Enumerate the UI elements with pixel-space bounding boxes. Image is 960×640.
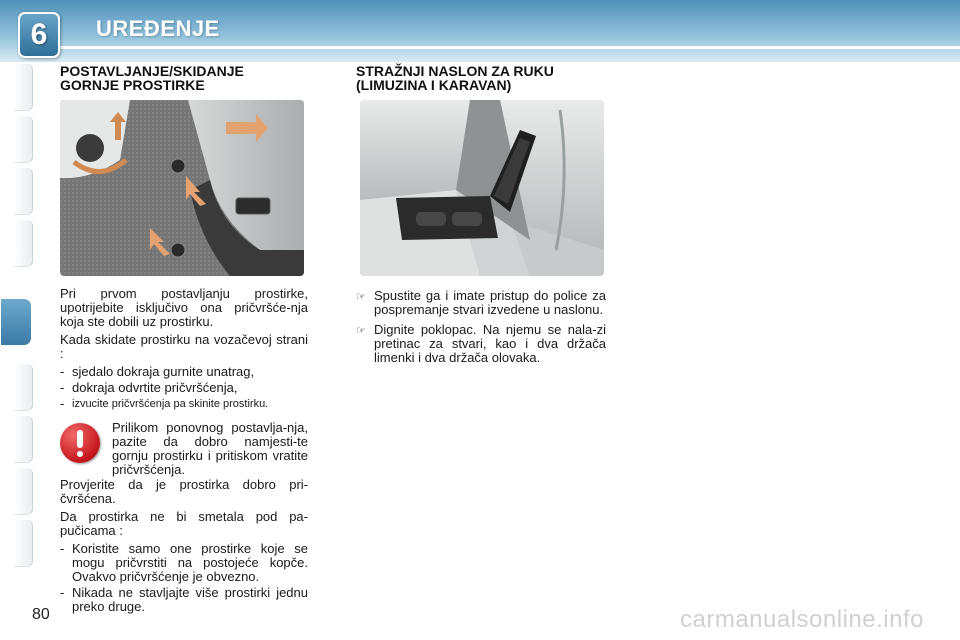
chapter-tab[interactable] xyxy=(14,364,33,411)
dash-marker: - xyxy=(60,396,65,411)
armrest-photo xyxy=(360,100,604,276)
chapter-tab[interactable] xyxy=(14,220,33,267)
left-rules xyxy=(60,478,308,616)
chapter-tab[interactable] xyxy=(14,468,33,515)
chapter-tab[interactable] xyxy=(14,168,33,215)
title-line: STRAŽNJI NASLON ZA RUKU xyxy=(356,63,554,79)
chapter-tab[interactable] xyxy=(14,416,33,463)
section-title-armrest xyxy=(356,64,554,92)
chapter-tab[interactable] xyxy=(14,520,33,567)
chapter-tab[interactable] xyxy=(14,64,33,111)
list-item-text: dokraja odvrtite pričvršćenja, xyxy=(72,380,238,395)
dash-marker: - xyxy=(60,380,65,395)
list-item xyxy=(60,365,308,379)
warning-exclamation-icon xyxy=(60,423,100,463)
list-item xyxy=(60,542,308,584)
paragraph: Kada skidate prostirku na vozačevoj strani : xyxy=(60,332,308,361)
warning-bar xyxy=(77,430,83,448)
list-item xyxy=(356,289,606,317)
list-item-text: Dignite poklopac. Na njemu se nala-zi pretinac za stvari, kao i dva držača limenki i dva držača olovaka. xyxy=(374,322,606,365)
list-item-text: Koristite samo one prostirke koje se mogu pričvrstiti na postojeće kopče. Ovakvo pričvršćenje je obvezno. xyxy=(72,541,308,584)
header-rule xyxy=(60,46,960,49)
list-item xyxy=(60,397,308,411)
floor-mat-photo xyxy=(60,100,304,276)
warning-text: Prilikom ponovnog postavlja-nja, pazite da dobro namjesti-te gornju prostirku i pritiskom vratite pričvršćenja. xyxy=(112,420,308,477)
paragraph: Provjerite da je prostirka dobro pri-čvršćena. xyxy=(60,477,308,506)
title-line: POSTAVLJANJE/SKIDANJE xyxy=(60,63,244,79)
dash-marker: - xyxy=(60,585,65,600)
watermark: carmanualsonline.info xyxy=(680,606,924,633)
dash-marker: - xyxy=(60,364,65,379)
section-title-floor-mat xyxy=(60,64,244,92)
list-item-text: izvucite pričvršćenja pa skinite prostirku. xyxy=(72,398,269,410)
left-intro xyxy=(60,287,308,413)
title-line: (LIMUZINA I KARAVAN) xyxy=(356,77,512,93)
chapter-tabs xyxy=(0,64,34,576)
title-line: GORNJE PROSTIRKE xyxy=(60,77,205,93)
paragraph: Pri prvom postavljanju prostirke, upotrijebite isključivo ona pričvršće-nja koja ste dobili uz prostirku. xyxy=(60,286,308,329)
dash-marker: - xyxy=(60,541,65,556)
page-number: 80 xyxy=(32,606,50,623)
list-item xyxy=(356,323,606,365)
chapter-tab[interactable] xyxy=(14,116,33,163)
list-item-text: Spustite ga i imate pristup do police za pospremanje stvari izvedene u naslonu. xyxy=(374,288,606,317)
list-item xyxy=(60,586,308,614)
warning-dot xyxy=(77,451,83,457)
pointing-finger-icon: ☞ xyxy=(356,325,366,337)
list-item-text: Nikada ne stavljajte više prostirki jednu preko druge. xyxy=(72,585,308,614)
list-item xyxy=(60,381,308,395)
chapter-title: UREĐENJE xyxy=(96,16,220,41)
right-bullets xyxy=(356,289,606,371)
paragraph: Da prostirka ne bi smetala pod pa-pučicama : xyxy=(60,509,308,538)
chapter-badge xyxy=(18,12,60,58)
chapter-header xyxy=(0,0,960,62)
list-item-text: sjedalo dokraja gurnite unatrag, xyxy=(72,364,255,379)
chapter-tab-active[interactable] xyxy=(0,298,32,346)
chapter-number: 6 xyxy=(30,18,48,51)
pointing-finger-icon: ☞ xyxy=(356,291,366,303)
